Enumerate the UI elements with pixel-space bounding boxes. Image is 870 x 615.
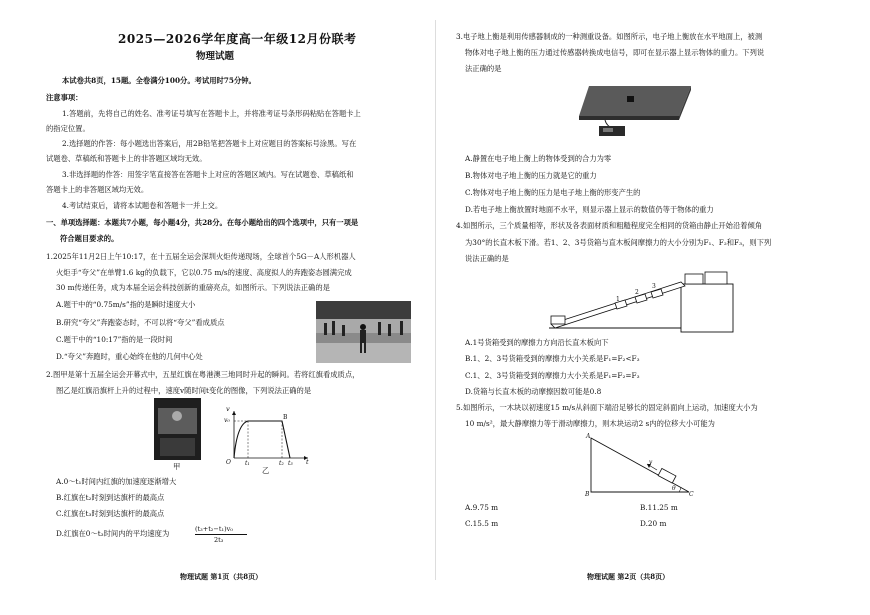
vertex-c: C [689, 491, 694, 498]
graph-label-t2: t₂ [279, 460, 284, 467]
q1-option-b: B.研究“夸父”奔跑姿态时，不可以将“夸父”看成质点 [56, 318, 225, 327]
q1-option-c: C.题干中的“10:17”指的是一段时间 [56, 335, 173, 344]
q2-stem: 2.图甲是第十五届全运会开幕式中，五星红旗在粤港澳三地同时升起的瞬间。若将红旗看成质点， [46, 370, 360, 379]
notice-line: 4.考试结束后，请将本试题卷和答题卡一并上交。 [62, 201, 223, 210]
q4-option-d: D.货箱与长直木板的动摩擦因数可能是0.8 [465, 387, 602, 396]
q4-stem: 说法正确的是 [465, 254, 509, 263]
q3-option-a: A.静置在电子地上衡上的物体受到的合力为零 [465, 154, 612, 163]
q1-stem: 火炬手“夸父”在单臂1.6 kg的负载下，它以0.75 m/s的速度、高度拟人的奔跑姿态圆满完成 [56, 268, 352, 277]
q3-stem: 法正确的是 [465, 64, 502, 73]
q5-stem: 10 m/s²，最大静摩擦力等于滑动摩擦力，则木块运动2 s内的位移大小可能为 [465, 419, 715, 428]
notice-heading: 注意事项： [46, 93, 83, 102]
crate-label-1: 1 [616, 296, 620, 303]
crate-label-2: 2 [635, 289, 639, 296]
graph-label-t3: t₃ [288, 460, 293, 467]
q2-option-c: C.红旗在t₃时刻到达旗杆的最高点 [56, 509, 165, 518]
angle-theta: θ [672, 485, 676, 492]
crate-label-3: 3 [652, 283, 656, 290]
q5-option-a: A.9.75 m [465, 503, 499, 512]
figure-label-jia: 甲 [173, 462, 181, 471]
fraction-numerator: (t₃+t₂−t₁)v₀ [195, 525, 233, 533]
q5-stem: 5.如图所示，一木块以初速度15 m/s从斜面下端沿足够长的固定斜面向上运动，加速度大小为 [456, 403, 758, 412]
flag-raising-photo [154, 398, 201, 460]
floor-scale-photo [575, 80, 695, 138]
q2-option-d: D.红旗在0～t₃时间内的平均速度为 [56, 529, 170, 538]
q1-stem: 30 m传递任务，成为本届全运会科技创新的重磅亮点，如图所示。下列说法正确的是 [56, 283, 330, 292]
graph-label-t1: t₁ [245, 460, 250, 467]
q5-option-b: B.11.25 m [640, 503, 678, 512]
robot-torch-photo [316, 301, 411, 363]
graph-origin: O [226, 459, 231, 466]
q3-stem: 3.电子地上衡是利用传感器制成的一种测重设备。如图所示，电子地上衡放在水平地面上，被测 [456, 32, 763, 41]
section-heading: 一、单项选择题：本题共7小题，每小题4分，共28分。在每小题给出的四个选项中，只有一项是 [46, 218, 359, 227]
page-footer: 物理试题 第1页（共8页） [180, 572, 263, 581]
page-footer: 物理试题 第2页（共8页） [587, 572, 670, 581]
section-heading-cont: 符合题目要求的。 [60, 234, 119, 243]
q2-option-a: A.0～t₁时间内红旗的加速度逐渐增大 [56, 477, 177, 486]
graph-axis-v: v [226, 405, 230, 413]
vertex-a: A [586, 433, 591, 440]
incline-triangle-diagram [585, 434, 695, 500]
velocity-time-graph [224, 408, 310, 464]
q5-option-c: C.15.5 m [465, 519, 499, 528]
q1-stem: 1.2025年11月2日上午10:17，在十五届全运会深圳火炬传递现场，全球首个5G－A人形机器人 [46, 252, 356, 261]
q4-stem: 4.如图所示，三个质量相等，形状及各表面材质和粗糙程度完全相同的货箱由静止开始沿着倾角 [456, 221, 763, 230]
graph-label-v0: v₀ [224, 417, 230, 424]
q1-option-a: A.题干中的“0.75m/s”指的是瞬时速度大小 [56, 300, 196, 309]
q2-option-b: B.红旗在t₂时刻到达旗杆的最高点 [56, 493, 165, 502]
graph-label-b: B [283, 414, 288, 421]
q4-stem: 为30°的长直木板下滑。若1、2、3号货箱与直木板间摩擦力的大小分别为F₁、F₂和F₃，则下列 [465, 238, 772, 247]
fraction-denominator: 2t₃ [214, 536, 224, 544]
notice-line: 答题卡上的非答题区域均无效。 [46, 185, 149, 194]
q2-stem: 图乙是红旗沿旗杆上升的过程中，速度v随时间t变化的图像，下列说法正确的是 [56, 386, 312, 395]
q1-option-d: D.“夸父”奔跑时，重心始终在他的几何中心处 [56, 352, 203, 361]
exam-info: 本试卷共8页，15题。全卷满分100分。考试用时75分钟。 [62, 76, 256, 85]
exam-subtitle: 物理试题 [196, 51, 235, 62]
q3-option-b: B.物体对电子地上衡的压力就是它的重力 [465, 171, 597, 180]
notice-line: 试题卷、草稿纸和答题卡上的非答题区域均无效。 [46, 154, 207, 163]
q5-option-d: D.20 m [640, 519, 667, 528]
notice-line: 2.选择题的作答：每小题选出答案后，用2B铅笔把答题卡上对应题目的答案标号涂黑。写在 [62, 139, 357, 148]
q4-option-c: C.1、2、3号货箱受到的摩擦力大小关系是F₁=F₂=F₃ [465, 371, 640, 380]
incline-board-diagram [545, 266, 750, 334]
notice-line: 3.非选择题的作答：用签字笔直接答在答题卡上对应的答题区域内。写在试题卷、草稿纸和 [62, 170, 354, 179]
graph-axis-t: t [306, 458, 309, 466]
figure-label-yi: 乙 [262, 466, 270, 475]
q4-option-b: B.1、2、3号货箱受到的摩擦力大小关系是F₁=F₂<F₃ [465, 354, 640, 363]
page-2 [435, 0, 870, 615]
velocity-label: v [649, 459, 653, 466]
vertex-b: B [585, 491, 590, 498]
notice-line: 1.答题前，先将自己的姓名、准考证号填写在答题卡上，并将准考证号条形码粘贴在答题卡上 [62, 109, 361, 118]
q4-option-a: A.1号货箱受到的摩擦力方向沿长直木板向下 [465, 338, 609, 347]
exam-title: 2025—2026学年度高一年级12月份联考 [118, 32, 357, 46]
notice-line: 的指定位置。 [46, 124, 90, 133]
q3-option-c: C.物体对电子地上衡的压力是电子地上衡的形变产生的 [465, 188, 641, 197]
q3-option-d: D.若电子地上衡放置时地面不水平，则显示器上显示的数值仍等于物体的重力 [465, 205, 714, 214]
q3-stem: 物体对电子地上衡的压力通过传感器转换成电信号，即可在显示器上显示物体的重力。下列说 [465, 48, 765, 57]
